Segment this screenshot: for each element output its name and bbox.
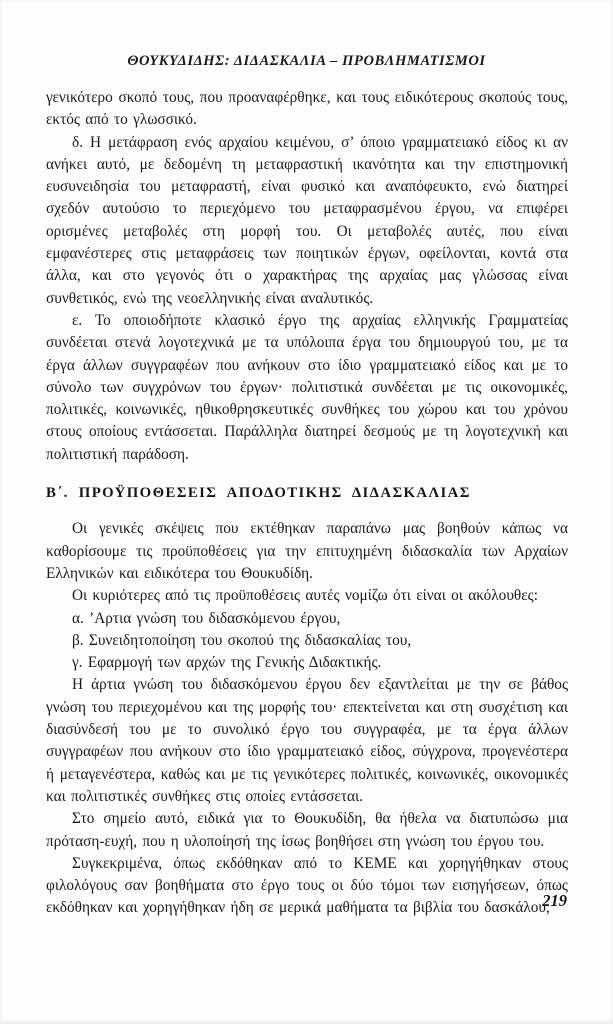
body-paragraph-continuation: γενικότερο σκοπό τους, που προαναφέρθηκε, και τους ειδικότερους σκοπούς τους, εκτός από το γλωσσικό. (46, 89, 568, 129)
section-heading: Β΄. ΠΡΟΫΠΟΘΕΣΕΙΣ ΑΠΟΔΟΤΙΚΗΣ ΔΙΔΑΣΚΑΛΙΑΣ (46, 485, 471, 502)
body-paragraph-artia-gnosi: Η άρτια γνώση του διδασκόμενου έργου δεν εξαντλείται με την σε βάθος γνώση του περιεχομένου και της μορφής του· επεκτείνεται και στη συσχέτιση και διασύνδεσή του με το συνολικό έργο του συγγραφέα, με τα έργα άλλων συγγραφέων που ανήκουν στο ίδιο γραμματειακό είδος, σύγχρονα, προγενέστερα ή μεταγενέστερα, καθώς και με τις γενικότερες πολιτικές, κοινωνικές, οικονομικές και πολιτιστικές συνθήκες στις οποίες εντάσσεται. (46, 676, 568, 805)
running-header: ΘΟΥΚΥΔΙΔΗΣ: ΔΙΔΑΣΚΑΛΙΑ – ΠΡΟΒΛΗΜΑΤΙΣΜΟΙ (127, 53, 486, 69)
page-number: 219 (542, 891, 567, 910)
body-paragraph-delta: δ. Η μετάφραση ενός αρχαίου κειμένου, σ’ όποιο γραμματειακό είδος κι αν ανήκει αυτό, με δεδομένη τη μεταφραστική ικανότητα και την επιστημονική ευσυνειδησία του μεταφραστή, είναι φυσικό και αναπόφευκτο, ενώ διατηρεί σχεδόν αυτούσιο το περιεχόμενο του μεταφρασμένου έργου, να επιφέρει ορισμένες μεταβολές στη μορφή του. Οι μεταβολές αυτές, που είναι εμφανέστερες στις μεταφράσεις των ποιητικών έργων, οφείλονται, κοντά στα άλλα, και στο γεγονός ότι ο χαρακτήρας της αρχαίας μας γλώσσας είναι συνθετικός, ενώ της νεοελληνικής είναι αναλυτικός. (46, 133, 568, 307)
list-item-alpha: α. ’Αρτια γνώση του διδασκόμενου έργου, (72, 609, 341, 627)
body-paragraph-protasi-efchi: Στο σημείο αυτό, ειδικά για το Θουκυδίδη, θα ήθελα να διατυπώσω μια πρόταση-ευχή, που η υλοποίησή της ίσως βοηθήσει στη γνώση του έργου του. (46, 810, 568, 850)
body-paragraph-general-thoughts: Οι γενικές σκέψεις που εκτέθηκαν παραπάνω μας βοηθούν κάπως να καθορίσουμε τις προϋποθέσεις για την επιτυχημένη διδασκαλία των Αρχαίων Ελληνικών και ειδικότερα του Θουκυδίδη. (46, 520, 568, 582)
text-column (46, 87, 568, 920)
list-item-beta: β. Συνειδητοποίηση του σκοπού της διδασκαλίας του, (72, 631, 412, 649)
body-paragraph-list-intro: Οι κυριότερες από τις προϋποθέσεις αυτές νομίζω ότι είναι οι ακόλουθες: (72, 587, 538, 605)
list-item-gamma: γ. Εφαρμογή των αρχών της Γενικής Διδακτικής. (72, 654, 382, 672)
body-paragraph-epsilon: ε. Το οποιοδήποτε κλασικό έργο της αρχαίας ελληνικής Γραμματείας συνδέεται στενά λογοτεχνικά με τα υπόλοιπα έργα του δημιουργού του, με τα έργα άλλων συγγραφέων που ανήκουν στο ίδιο γραμματειακό είδος και με το σύνολο των συγχρόνων του έργων· πολιτιστικά συνδέεται με τις οικονομικές, πολιτικές, κοινωνικές, ηθικοθρησκευτικές συνθήκες του χώρου και του χρόνου στους οποίους εντάσσεται. Παράλληλα διατηρεί δεσμούς με τη λογοτεχνική και πολιτιστική παράδοση. (46, 311, 568, 463)
body-paragraph-keme: Συγκεκριμένα, όπως εκδόθηκαν από το ΚΕΜΕ και χορηγήθηκαν στους φιλολόγους σαν βοηθήματα στο έργο τους οι δύο τόμοι των εισηγήσεων, όπως εκδόθηκαν και χορηγήθηκαν ήδη σε μερικά μαθήματα τα βιβλία του δασκάλου, (46, 854, 568, 917)
